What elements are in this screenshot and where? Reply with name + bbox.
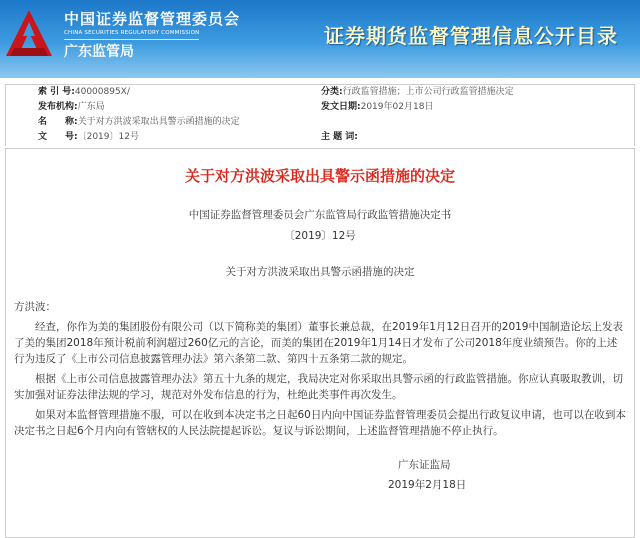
value: 40000895X/: [74, 87, 130, 97]
category: [321, 87, 514, 98]
value: 广东局: [77, 102, 105, 112]
label: 发布机构:: [38, 102, 78, 112]
decision-title: 关于对方洪波采取出具警示函措施的决定: [225, 266, 415, 278]
label: 名 称:: [38, 117, 78, 127]
signature-block: [388, 457, 634, 493]
label: 分类:: [321, 87, 343, 97]
document-number: 〔2019〕12号: [284, 230, 356, 242]
document-subtitle: 中国证券监督管理委员会广东监管局行政监管措施决定书: [188, 209, 452, 221]
site-title: 证券期货监督管理信息公开目录: [324, 24, 618, 48]
org-name-en: CHINA SECURITIES REGULATORY COMMISSION: [64, 30, 200, 36]
value: 〔2019〕12号: [77, 132, 139, 142]
org-name-cn: 中国证券监督管理委员会: [64, 10, 241, 28]
document-info-panel: [5, 84, 635, 146]
value: 2019年02月18日: [360, 102, 434, 112]
site-header: [0, 0, 640, 78]
label: 索 引 号:: [38, 87, 75, 97]
document-body: [14, 299, 626, 439]
paragraph: 经查，你作为美的集团股份有限公司（以下简称美的集团）董事长兼总裁，在2019年1月12日召开的2019中国制造论坛上发表了美的集团2018年预计税前利润超过260亿元的言论，而美的集团在2019年1月14日才发布了公司2018年度业绩预告。你的上述行为违反了《上市公司信息披露管理办法》第六条第二款、第四十五条第二款的规定。: [14, 321, 623, 365]
org-sub-name: 广东监管局: [64, 44, 134, 60]
keywords: [321, 132, 358, 143]
divider: [64, 39, 199, 40]
value: 关于对方洪波采取出具警示函措施的决定: [77, 117, 240, 127]
issuer: [38, 102, 105, 113]
document-title: 关于对方洪波采取出具警示函措施的决定: [184, 167, 455, 185]
doc-name: [38, 117, 240, 128]
paragraph: 如果对本监督管理措施不服，可以在收到本决定书之日起60日内向中国证券监督管理委员会提出行政复议申请，也可以在收到本决定书之日起6个月内向有管辖权的人民法院提起诉讼。复议与诉讼期间，上述监督管理措施不停止执行。: [14, 409, 626, 437]
document-content: [5, 148, 635, 538]
sign-date: 2019年2月18日: [388, 479, 467, 491]
label: 文 号:: [38, 132, 78, 142]
signer: 广东证监局: [398, 459, 451, 471]
index-number: [38, 87, 130, 98]
label: 主 题 词:: [321, 132, 358, 142]
paragraph: 根据《上市公司信息披露管理办法》第五十九条的规定，我局决定对你采取出具警示函的行政监管措施。你应认真吸取教训，切实加强对证券法律法规的学习，规范对外发布信息的行为，杜绝此类事件再次发生。: [14, 373, 623, 401]
doc-number: [38, 132, 139, 143]
salutation: 方洪波：: [14, 301, 56, 313]
csrc-logo-icon: [4, 8, 54, 60]
issue-date: [321, 102, 433, 113]
label: 发文日期:: [321, 102, 361, 112]
value: 行政监管措施；上市公司行政监管措施决定: [342, 87, 514, 97]
